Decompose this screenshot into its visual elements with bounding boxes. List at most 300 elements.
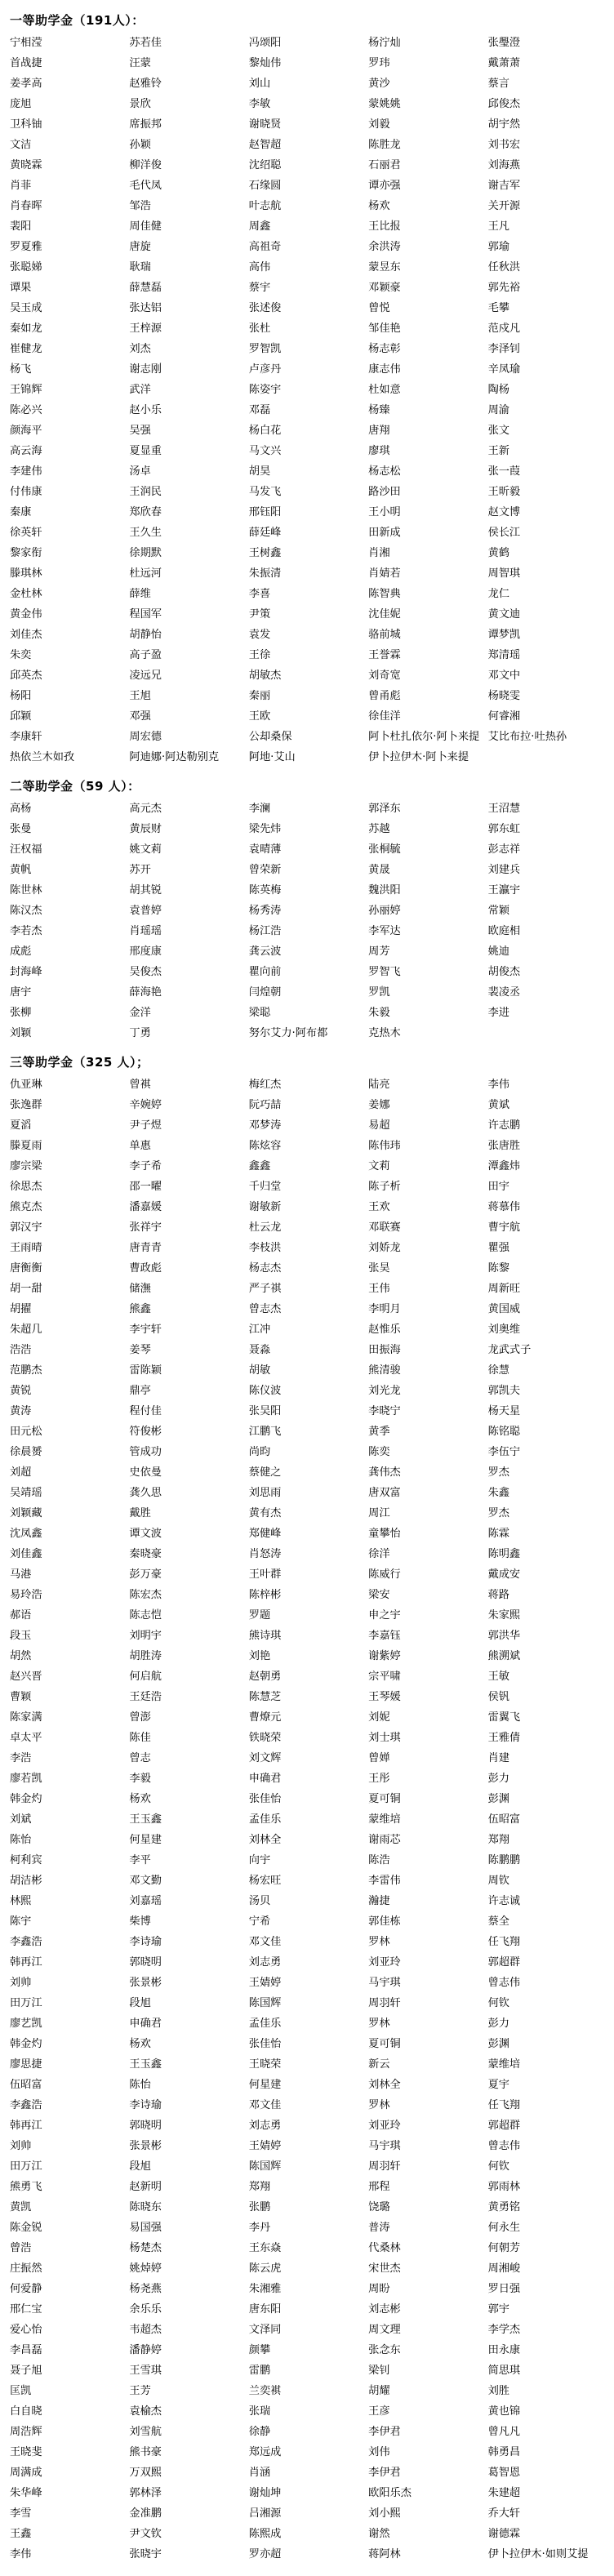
- student-name: 王鑫: [10, 2528, 32, 2540]
- student-name: 朱家熙: [487, 1609, 521, 1622]
- student-name: 唐东阳: [248, 2303, 282, 2316]
- student-name: 王徐: [248, 649, 271, 661]
- student-name: 李伟: [10, 2548, 32, 2560]
- student-name: 邓联赛: [368, 1221, 401, 1234]
- student-name: 苏开: [129, 864, 151, 876]
- student-name: 克热木: [368, 1027, 401, 1039]
- student-name: 罗智凯: [248, 343, 282, 355]
- student-name: 蒙昱东: [368, 261, 401, 274]
- student-name: 张杜: [248, 323, 271, 335]
- student-name: 周羽轩: [368, 1997, 401, 2009]
- student-name: 程付佳: [129, 1405, 162, 1417]
- student-name: 孙颖: [129, 139, 151, 151]
- student-name: 邓文中: [487, 670, 521, 682]
- student-name: 魏洪阳: [368, 884, 401, 896]
- student-name: 王晓斐: [10, 2446, 42, 2458]
- student-name: 杨志彰: [368, 343, 401, 355]
- student-name: 李嘉钰: [368, 1630, 401, 1642]
- student-name: 马港: [10, 1568, 32, 1581]
- student-name: 易超: [368, 1119, 390, 1132]
- student-name: 刘文辉: [248, 1752, 282, 1764]
- student-name: 朱奕: [10, 649, 32, 661]
- student-name: 颜海平: [10, 425, 42, 437]
- student-name: 熊书豪: [129, 2446, 162, 2458]
- student-name: 陈炫容: [248, 1140, 282, 1152]
- student-name: 李伟: [487, 1079, 509, 1091]
- student-name: 郝语: [10, 1609, 32, 1622]
- student-name: 梁先炜: [248, 823, 282, 835]
- student-name: 陈浩: [368, 1854, 390, 1866]
- student-name: 周文理: [368, 2324, 401, 2336]
- student-name: 肖湘: [368, 547, 390, 559]
- student-name: 李诗瑜: [129, 1936, 162, 1948]
- student-name: 何启航: [129, 1671, 162, 1683]
- student-name: 杨欢: [368, 200, 390, 212]
- student-name: 李进: [487, 1007, 509, 1019]
- student-name: 刘嘉瑶: [129, 1895, 162, 1907]
- student-name: 万双熙: [129, 2467, 162, 2479]
- student-name: 柴博: [129, 1915, 151, 1928]
- student-name: 熊溯斌: [487, 1650, 521, 1662]
- student-name: 王梓源: [129, 323, 162, 335]
- student-name: 张逸群: [10, 1099, 42, 1111]
- student-name: 王誉霖: [368, 649, 401, 661]
- student-name: 黄也锦: [487, 2405, 521, 2418]
- student-name: 张昊: [368, 1262, 390, 1275]
- student-name: 尹策: [248, 608, 271, 621]
- student-name: 王伟: [368, 1283, 390, 1295]
- student-name: 王凡: [487, 220, 509, 233]
- student-name: 席振邦: [129, 118, 162, 131]
- student-name: 刘亚玲: [368, 2120, 401, 2132]
- student-name: 裴阳: [10, 220, 32, 233]
- student-name: 周佳健: [129, 220, 162, 233]
- student-name: 郑清瑶: [487, 649, 521, 661]
- student-name: 王雪琪: [129, 2365, 162, 2377]
- section-spacer: [8, 2565, 606, 2568]
- student-name: 刘娇龙: [368, 1242, 401, 1254]
- student-name: 单惠: [129, 1140, 151, 1152]
- student-name: 张景彬: [129, 1977, 162, 1989]
- section-spacer: [8, 767, 606, 771]
- student-name: 关开源: [487, 200, 521, 212]
- student-name: 肖菲: [10, 180, 32, 192]
- student-name: 王婧婷: [248, 2140, 282, 2152]
- student-name: 肖涵: [248, 2467, 271, 2479]
- student-name: 熊鑫: [129, 1303, 151, 1315]
- student-name: 蔡健之: [248, 1466, 282, 1479]
- student-name: 张念东: [368, 2344, 401, 2356]
- student-name: 邢程: [368, 2181, 390, 2193]
- student-name: 夏滔: [10, 1119, 32, 1132]
- student-name: 高杨: [10, 803, 32, 815]
- student-name: 陈明鑫: [487, 1548, 521, 1560]
- student-name: 徐思杰: [10, 1181, 42, 1193]
- student-name: 刘杰: [129, 343, 151, 355]
- student-name: 薛海艳: [129, 986, 162, 999]
- student-name: 徐洋: [368, 1548, 390, 1560]
- student-name: 江鹏飞: [248, 1426, 282, 1438]
- student-name: 田振海: [368, 1344, 401, 1356]
- student-name: 龚云波: [248, 945, 282, 958]
- student-name: 曾志: [129, 1752, 151, 1764]
- student-name: 宋世杰: [368, 2262, 401, 2275]
- student-name: 杨宏旺: [248, 1875, 282, 1887]
- student-name: 谢灿坤: [248, 2487, 282, 2499]
- student-name: 胡耀: [368, 2385, 390, 2397]
- student-name: 赵雅铃: [129, 78, 162, 90]
- student-name: 曾褀: [129, 1079, 151, 1091]
- student-name: 丁勇: [129, 1027, 151, 1039]
- student-name: 张桐毓: [368, 843, 401, 856]
- student-name: 许志诚: [487, 1895, 521, 1907]
- student-name: 陈怡: [129, 2079, 151, 2091]
- student-name: 毛攀: [487, 302, 509, 314]
- student-name: 冯颂阳: [248, 37, 282, 49]
- student-name: 韦超杰: [129, 2324, 162, 2336]
- student-name: 徐英轩: [10, 527, 42, 539]
- student-name: 陈姿宇: [248, 384, 282, 396]
- student-name: 景欣: [129, 98, 151, 110]
- student-name: 何爱静: [10, 2283, 42, 2295]
- student-name: 廖艺凯: [10, 2018, 42, 2030]
- student-name: 周宏德: [129, 731, 162, 743]
- student-name: 彭万豪: [129, 1568, 162, 1581]
- student-name: 徐佳洋: [368, 710, 401, 723]
- student-name: 瀚捷: [368, 1895, 390, 1907]
- student-name: 陈慧芝: [248, 1691, 282, 1703]
- student-name: 罗林: [368, 2018, 390, 2030]
- student-name: 周浩辉: [10, 2426, 42, 2438]
- student-name: 陈金锐: [10, 2222, 42, 2234]
- student-name: 乔大轩: [487, 2507, 521, 2520]
- student-name: 热依兰木如孜: [10, 751, 75, 763]
- student-name: 刘斌: [10, 1813, 32, 1826]
- student-name: 雷鹏: [248, 2365, 271, 2377]
- student-name: 邓磊: [248, 404, 271, 416]
- student-name: 杨臻: [368, 404, 390, 416]
- student-name: 龚久思: [129, 1487, 162, 1499]
- student-name: 何星建: [129, 1834, 162, 1846]
- student-name: 梁钊: [368, 2365, 390, 2377]
- student-name: 高云海: [10, 445, 42, 457]
- student-name: 王比报: [368, 220, 401, 233]
- student-name: 瞿强: [487, 1242, 509, 1254]
- student-name: 滕琪林: [10, 567, 42, 580]
- student-name: 蔡全: [487, 1915, 509, 1928]
- student-name: 吴玉成: [10, 302, 42, 314]
- student-name: 杨天星: [487, 1405, 521, 1417]
- student-name: 李毅: [129, 1773, 151, 1785]
- student-name: 李军达: [368, 925, 401, 937]
- student-name: 李若杰: [10, 925, 42, 937]
- student-name: 兰奕褀: [248, 2385, 282, 2397]
- student-name: 谢志刚: [129, 363, 162, 376]
- student-name: 梁聪: [248, 1007, 271, 1019]
- student-name: 王新: [487, 445, 509, 457]
- student-name: 李雷伟: [368, 1875, 401, 1887]
- student-name: 郭汉宇: [10, 1221, 42, 1234]
- student-name: 黄晓霖: [10, 159, 42, 171]
- student-name: 彭志祥: [487, 843, 521, 856]
- student-name: 郭超群: [487, 2120, 521, 2132]
- student-name: 杨欢: [129, 1793, 151, 1805]
- student-name: 庄振然: [10, 2262, 42, 2275]
- student-name: 阿卜杜扎依尔·阿卜来提: [368, 731, 480, 743]
- student-name: 黄有杰: [248, 1507, 282, 1519]
- student-name: 陈黎: [487, 1262, 509, 1275]
- student-name: 张吴阳: [248, 1405, 282, 1417]
- student-name: 尹子煜: [129, 1119, 162, 1132]
- student-name: 郭超群: [487, 1956, 521, 1969]
- student-name: 蔡宇: [248, 282, 271, 294]
- student-name: 邢度康: [129, 945, 162, 958]
- student-name: 刘光龙: [368, 1385, 401, 1397]
- student-name: 千归堂: [248, 1181, 282, 1193]
- section-title: 二等助学金（59 人）：: [10, 779, 140, 794]
- student-name: 张聪娣: [10, 261, 42, 274]
- student-name: 梅红杰: [248, 1079, 282, 1091]
- student-name: 胡敏: [248, 1364, 271, 1377]
- student-name: 罗林: [368, 2099, 390, 2111]
- student-name: 罗玮: [368, 57, 390, 69]
- student-name: 曾澎: [129, 1711, 151, 1724]
- student-name: 刘佳杰: [10, 629, 42, 641]
- student-name: 艾比布拉·吐热孙: [487, 731, 567, 743]
- student-name: 胡静怡: [129, 629, 162, 641]
- student-name: 罗夏雅: [10, 241, 42, 253]
- student-name: 李伊君: [368, 2467, 401, 2479]
- student-name: 吴靖瑶: [10, 1487, 42, 1499]
- student-name: 文莉: [368, 1160, 390, 1172]
- student-name: 张曼: [10, 823, 32, 835]
- student-name: 张文: [487, 425, 509, 437]
- student-name: 谢紫婷: [368, 1650, 401, 1662]
- student-name: 孟佳乐: [248, 2018, 282, 2030]
- student-name: 黄斌: [487, 1099, 509, 1111]
- student-name: 何睿湘: [487, 710, 521, 723]
- student-name: 王敏: [487, 1671, 509, 1683]
- student-name: 封海峰: [10, 966, 42, 978]
- student-name: 汤卓: [129, 465, 151, 478]
- student-name: 杨秀涛: [248, 905, 282, 917]
- student-name: 李浩: [10, 1752, 32, 1764]
- student-name: 罗杰: [487, 1466, 509, 1479]
- student-name: 鼎亭: [129, 1385, 151, 1397]
- student-name: 赵兴晋: [10, 1671, 42, 1683]
- student-name: 滕夏雨: [10, 1140, 42, 1152]
- student-name: 雷翼飞: [487, 1711, 521, 1724]
- student-name: 刘士琪: [368, 1732, 401, 1744]
- student-name: 袁晴薄: [248, 843, 282, 856]
- student-name: 吴俊杰: [129, 966, 162, 978]
- student-name: 田永康: [487, 2344, 521, 2356]
- student-name: 田万江: [10, 2160, 42, 2173]
- student-name: 雷陈颖: [129, 1364, 162, 1377]
- student-name: 夏可铜: [368, 1793, 401, 1805]
- student-name: 阿迪娜·阿达勒别克: [129, 751, 220, 763]
- student-name: 张佳怡: [248, 1793, 282, 1805]
- student-name: 田万江: [10, 1997, 42, 2009]
- student-name: 曹政彪: [129, 1262, 162, 1275]
- student-name: 胡俊杰: [487, 966, 521, 978]
- student-name: 杨欢: [129, 2038, 151, 2050]
- student-name: 管成功: [129, 1446, 162, 1458]
- student-name: 凌远兄: [129, 670, 162, 682]
- student-name: 曹颖: [10, 1691, 32, 1703]
- student-name: 刘颖: [10, 1027, 32, 1039]
- student-name: 田宇: [487, 1181, 509, 1193]
- student-name: 黄辰财: [129, 823, 162, 835]
- student-name: 文泽同: [248, 2324, 282, 2336]
- student-name: 刘建兵: [487, 864, 521, 876]
- student-name: 罗题: [248, 1609, 271, 1622]
- student-name: 袁榆杰: [129, 2405, 162, 2418]
- student-name: 余洪涛: [368, 241, 401, 253]
- student-name: 何钦: [487, 1997, 509, 2009]
- student-name: 袁普婷: [129, 905, 162, 917]
- student-name: 储潕: [129, 1283, 151, 1295]
- student-name: 张晓宇: [129, 2548, 162, 2560]
- student-name: 曾悦: [368, 302, 390, 314]
- student-name: 陈志恺: [129, 1609, 162, 1622]
- student-name: 刘艳: [248, 1650, 271, 1662]
- student-name: 沈凤鑫: [10, 1528, 42, 1540]
- student-name: 郭佳栋: [368, 1915, 401, 1928]
- student-name: 张达铝: [129, 302, 162, 314]
- student-name: 许志鹏: [487, 1119, 521, 1132]
- student-name: 李鑫浩: [10, 1936, 42, 1948]
- student-name: 柳洋俊: [129, 159, 162, 171]
- student-name: 刘明宇: [129, 1630, 162, 1642]
- student-name: 曾甬彪: [368, 690, 401, 702]
- student-name: 郭晓明: [129, 2120, 162, 2132]
- student-name: 罗日强: [487, 2283, 521, 2295]
- student-name: 马文兴: [248, 445, 282, 457]
- student-name: 任秋洪: [487, 261, 521, 274]
- student-name: 刘妮: [368, 1711, 390, 1724]
- student-name: 秦如龙: [10, 323, 42, 335]
- student-name: 江冲: [248, 1324, 271, 1336]
- student-name: 沈绍聪: [248, 159, 282, 171]
- student-name: 刘胜: [487, 2385, 509, 2397]
- student-name: 郭林泽: [129, 2487, 162, 2499]
- student-name: 邹佳艳: [368, 323, 401, 335]
- student-name: 付伟康: [10, 486, 42, 498]
- student-name: 韩勇昌: [487, 2446, 521, 2458]
- student-name: 韩再江: [10, 1956, 42, 1969]
- student-name: 曾凡凡: [487, 2426, 521, 2438]
- student-name: 闫煌朝: [248, 986, 282, 999]
- student-name: 陈晓东: [129, 2201, 162, 2213]
- student-name: 聂淼: [248, 1344, 271, 1356]
- student-name: 苏越: [368, 823, 390, 835]
- student-name: 谢晓贤: [248, 118, 282, 131]
- student-name: 周钦: [487, 1875, 509, 1887]
- student-name: 唐翔: [368, 425, 390, 437]
- student-name: 邓梦涛: [248, 1119, 282, 1132]
- name-grid: [8, 33, 606, 767]
- student-name: 陈奕: [368, 1446, 390, 1458]
- student-name: 王欢: [368, 1201, 390, 1213]
- student-name: 刘毅: [368, 118, 390, 131]
- student-name: 任飞翔: [487, 2099, 521, 2111]
- student-name: 刘亚玲: [368, 1956, 401, 1969]
- student-name: 谢德霖: [487, 2528, 521, 2540]
- student-name: 王瀛宇: [487, 884, 521, 896]
- student-name: 辛婉婷: [129, 1099, 162, 1111]
- student-name: 夏显重: [129, 445, 162, 457]
- student-name: 何钦: [487, 2160, 509, 2173]
- student-name: 范鹏杰: [10, 1364, 42, 1377]
- student-name: 韩金灼: [10, 1793, 42, 1805]
- student-name: 蒙维培: [368, 1813, 401, 1826]
- student-name: 袁发: [248, 629, 271, 641]
- student-name: 严子祺: [248, 1283, 282, 1295]
- student-name: 周芳: [368, 945, 390, 958]
- student-name: 何朝芳: [487, 2242, 521, 2254]
- student-name: 黄帆: [10, 864, 32, 876]
- student-name: 辛凤瑜: [487, 363, 521, 376]
- student-name: 刘颖藏: [10, 1507, 42, 1519]
- student-name: 宁希: [248, 1915, 271, 1928]
- student-name: 李晓宁: [368, 1405, 401, 1417]
- student-name: 瞿向前: [248, 966, 282, 978]
- student-name: 陈铭聪: [487, 1426, 521, 1438]
- student-name: 铁晓荣: [248, 1732, 282, 1744]
- student-name: 伊卜拉伊木·如则艾提: [487, 2548, 589, 2560]
- student-name: 唐旋: [129, 241, 151, 253]
- student-name: 王树鑫: [248, 547, 282, 559]
- student-name: 阮巧喆: [248, 1099, 282, 1111]
- student-name: 彭力: [487, 2018, 509, 2030]
- student-name: 郑远成: [248, 2446, 282, 2458]
- student-name: 刘雪航: [129, 2426, 162, 2438]
- student-name: 周新旺: [487, 1283, 521, 1295]
- student-name: 熊诗琪: [248, 1630, 282, 1642]
- student-name: 陈宇: [10, 1915, 32, 1928]
- student-name: 段旭: [129, 2160, 151, 2173]
- student-name: 史依曼: [129, 1466, 162, 1479]
- student-name: 卫科铀: [10, 118, 42, 131]
- section-title: 一等助学金（191人）：: [10, 13, 145, 28]
- student-name: 田元松: [10, 1426, 42, 1438]
- student-name: 杜云龙: [248, 1221, 282, 1234]
- student-name: 夏可铜: [368, 2038, 401, 2050]
- student-name: 徐静: [248, 2426, 271, 2438]
- student-name: 李伍宁: [487, 1446, 521, 1458]
- student-name: 唐青青: [129, 1242, 162, 1254]
- student-name: 赵朝勇: [248, 1671, 282, 1683]
- student-name: 刘林全: [248, 1834, 282, 1846]
- student-name: 王润民: [129, 486, 162, 498]
- student-name: 何永生: [487, 2222, 521, 2234]
- student-name: 骆前城: [368, 629, 401, 641]
- student-name: 叶志航: [248, 200, 282, 212]
- student-name: 刘志勇: [248, 2120, 282, 2132]
- student-name: 郑翔: [248, 2181, 271, 2193]
- student-name: 陈智典: [368, 588, 401, 600]
- student-name: 刘海燕: [487, 159, 521, 171]
- student-name: 朱振清: [248, 567, 282, 580]
- student-name: 邱颖: [10, 710, 32, 723]
- student-name: 杜远河: [129, 567, 162, 580]
- student-name: 李明月: [368, 1303, 401, 1315]
- student-name: 王沼慧: [487, 803, 521, 815]
- student-name: 赵文博: [487, 506, 521, 518]
- student-name: 张佳怡: [248, 2038, 282, 2050]
- student-name: 朱湘雅: [248, 2283, 282, 2295]
